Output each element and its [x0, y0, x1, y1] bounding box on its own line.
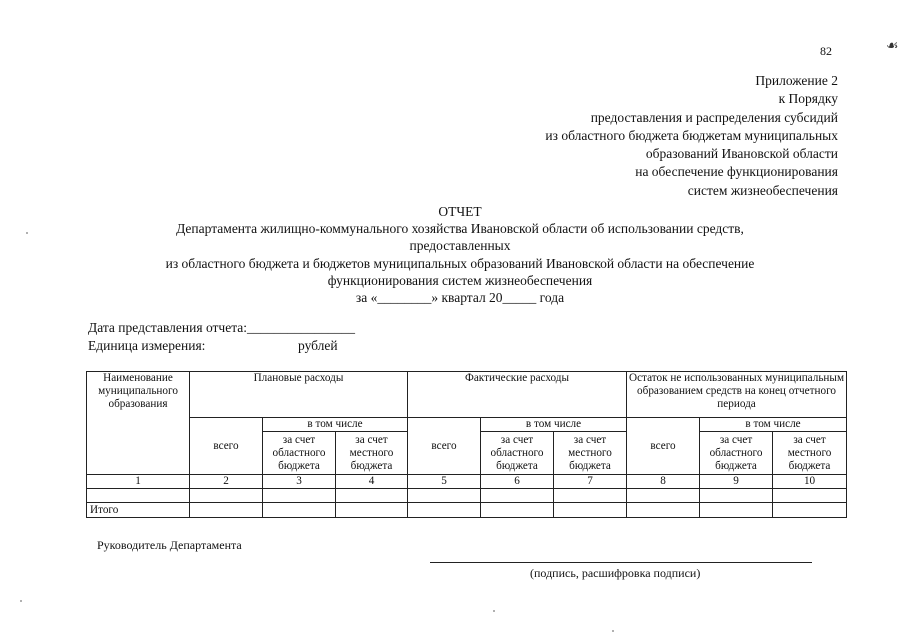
- header-actual-total: всего: [408, 418, 481, 475]
- column-number: 2: [190, 475, 263, 489]
- appendix-line: предоставления и распределения субсидий: [590, 109, 838, 125]
- scan-speck: [20, 600, 22, 602]
- table-cell: [87, 489, 190, 503]
- report-title: [110, 203, 810, 306]
- table-cell: [263, 503, 336, 518]
- report-date-row: [88, 320, 355, 336]
- appendix-line: систем жизнеобеспечения: [687, 182, 838, 198]
- table-cell: [190, 489, 263, 503]
- scan-speck: [26, 232, 28, 234]
- header-actual: Фактические расходы: [408, 372, 627, 418]
- table-cell: [554, 503, 627, 518]
- title-line: предоставленных: [409, 238, 511, 254]
- header-actual-regional: за счет областного бюджета: [481, 432, 554, 475]
- column-number: 10: [773, 475, 847, 489]
- report-date-value: ________________: [247, 320, 356, 335]
- header-remainder: Остаток не использованных муниципальным образованием средств на конец отчетного периода: [627, 372, 847, 418]
- table-cell: [336, 503, 408, 518]
- total-row: [87, 503, 847, 518]
- table-row: [87, 489, 847, 503]
- title-line: Департамента жилищно-коммунального хозяйства Ивановской области об использовании средств,: [176, 221, 744, 237]
- header-actual-local: за счет местного бюджета: [554, 432, 627, 475]
- table-cell: [773, 489, 847, 503]
- scan-speck: [493, 610, 495, 612]
- header-remainder-local: за счет местного бюджета: [773, 432, 847, 475]
- column-number: 7: [554, 475, 627, 489]
- page-number: 82: [820, 44, 832, 58]
- table-cell: [408, 489, 481, 503]
- header-remainder-including: в том числе: [700, 418, 847, 432]
- table-cell: [627, 503, 700, 518]
- unit-value: рублей: [298, 338, 338, 353]
- table-cell: [481, 503, 554, 518]
- appendix-header: [438, 72, 838, 200]
- header-municipality: Наименование муниципального образования: [87, 372, 190, 475]
- table-cell: [481, 489, 554, 503]
- header-planned-total: всего: [190, 418, 263, 475]
- report-heading: ОТЧЕТ: [438, 204, 482, 219]
- header-planned-regional: за счет областного бюджета: [263, 432, 336, 475]
- table-cell: [554, 489, 627, 503]
- table-cell: [627, 489, 700, 503]
- table-cell: [336, 489, 408, 503]
- corner-mark: ☙: [886, 39, 899, 54]
- head-of-department-label: Руководитель Департамента: [97, 538, 242, 552]
- report-period: за «________» квартал 20_____ года: [355, 290, 565, 306]
- unit-label: Единица измерения:: [88, 338, 206, 353]
- column-number: 6: [481, 475, 554, 489]
- report-table: [86, 371, 847, 518]
- table-cell: [190, 503, 263, 518]
- column-number: 5: [408, 475, 481, 489]
- column-number: 1: [87, 475, 190, 489]
- header-actual-including: в том числе: [481, 418, 627, 432]
- table-cell: [408, 503, 481, 518]
- appendix-line: на обеспечение функционирования: [635, 164, 838, 180]
- table-cell: [263, 489, 336, 503]
- title-line: функционирования систем жизнеобеспечения: [327, 272, 593, 288]
- header-remainder-regional: за счет областного бюджета: [700, 432, 773, 475]
- signature-line: [430, 562, 812, 563]
- column-number: 3: [263, 475, 336, 489]
- column-number: 9: [700, 475, 773, 489]
- column-number-row: [87, 475, 847, 489]
- signature-caption: (подпись, расшифровка подписи): [530, 566, 701, 580]
- appendix-line: образований Ивановской области: [645, 146, 838, 162]
- appendix-line: из областного бюджета бюджетам муниципальных: [545, 127, 838, 143]
- total-row-label: Итого: [87, 503, 190, 518]
- appendix-line: Приложение 2: [755, 73, 838, 88]
- header-planned: Плановые расходы: [190, 372, 408, 418]
- column-number: 4: [336, 475, 408, 489]
- appendix-line: к Порядку: [778, 91, 838, 107]
- report-date-label: Дата представления отчета:: [88, 320, 248, 335]
- table-cell: [773, 503, 847, 518]
- table-cell: [700, 503, 773, 518]
- header-remainder-total: всего: [627, 418, 700, 475]
- scan-speck: [612, 630, 614, 632]
- table-cell: [700, 489, 773, 503]
- column-number: 8: [627, 475, 700, 489]
- title-line: из областного бюджета и бюджетов муниципальных образований Ивановской области на обеспечение: [165, 255, 755, 271]
- header-planned-including: в том числе: [263, 418, 408, 432]
- header-planned-local: за счет местного бюджета: [336, 432, 408, 475]
